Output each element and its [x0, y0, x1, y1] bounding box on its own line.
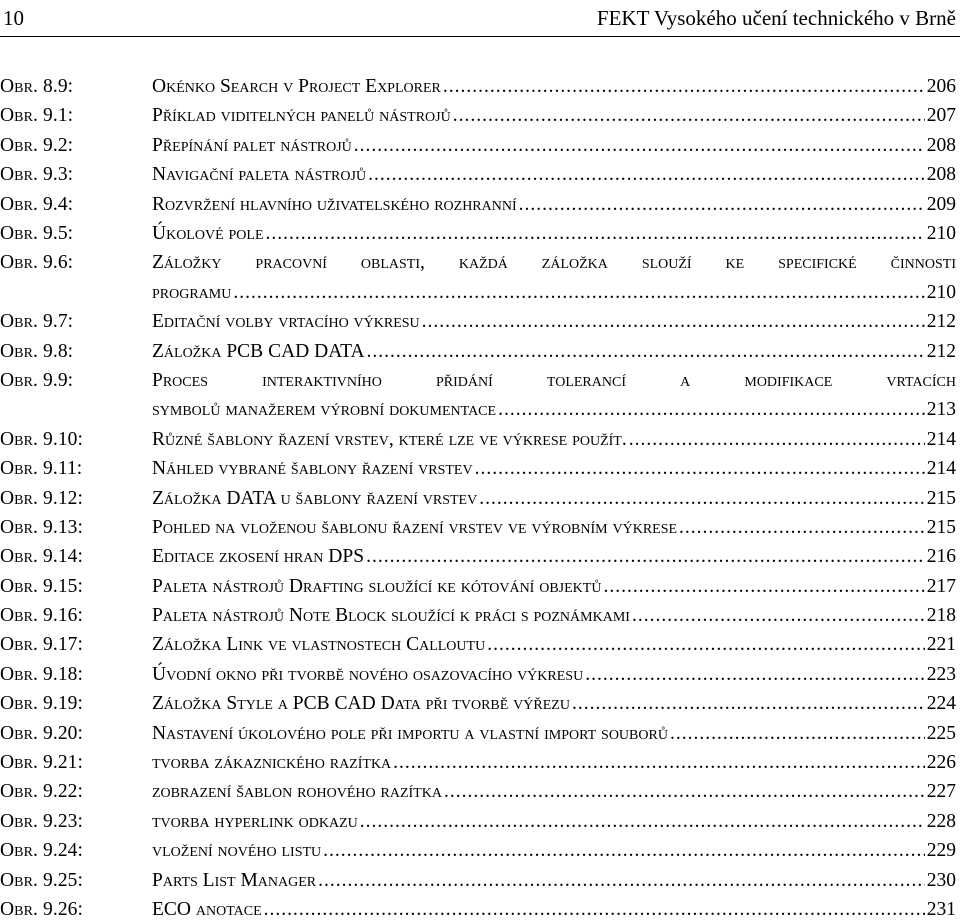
figure-label: Obr. 9.25:	[0, 869, 84, 891]
figure-title: Rozvržení hlavního uživatelského rozhranní	[152, 193, 517, 215]
page-ref: 212	[926, 340, 956, 362]
figure-title: Záložka PCB CAD DATA	[152, 340, 365, 362]
dot-leader	[498, 395, 925, 424]
dot-leader	[233, 278, 924, 307]
page-ref: 208	[926, 164, 956, 186]
dot-leader	[422, 307, 925, 336]
list-item	[0, 572, 960, 601]
figure-title: tvorba zákaznického razítka	[152, 752, 392, 774]
figure-title: Záložka Style a PCB CAD Data při tvorbě výřezu	[152, 693, 570, 715]
page-ref: 206	[926, 76, 956, 97]
list-item	[0, 131, 960, 160]
dot-leader	[585, 660, 925, 689]
figure-title: zobrazení šablon rohového razítka	[152, 781, 442, 803]
dot-leader	[393, 748, 925, 777]
list-item	[0, 630, 960, 659]
dot-leader	[572, 689, 925, 718]
list-item	[0, 689, 960, 718]
dot-leader	[487, 630, 925, 659]
figure-title: Proces interaktivního přidání tolerancí a modifikace vrtacích	[152, 369, 956, 391]
figure-label: Obr. 9.6:	[0, 252, 74, 274]
page-ref: 227	[926, 781, 956, 803]
figure-title: Paleta nástrojů Note Block sloužící k práci s poznámkami	[152, 605, 630, 627]
list-item	[0, 160, 960, 189]
figure-title: ECO anotace	[152, 898, 262, 920]
figure-label: Obr. 9.22:	[0, 781, 84, 803]
figure-label: Obr. 9.18:	[0, 663, 84, 685]
list-item	[0, 748, 960, 777]
figure-title: Nastavení úkolového pole při importu a vlastní import souborů	[152, 722, 668, 744]
figure-title: Přepínání palet nástrojů	[152, 134, 352, 156]
dot-leader	[679, 513, 925, 542]
figure-label: Obr. 9.11:	[0, 458, 83, 480]
dot-leader	[323, 836, 925, 865]
list-of-figures	[0, 72, 960, 924]
page-ref: 225	[926, 722, 956, 744]
figure-label: Obr. 9.21:	[0, 752, 84, 774]
dot-leader	[632, 601, 925, 630]
page-ref: 228	[926, 810, 956, 832]
figure-title-continuation: symbolů manažerem výrobní dokumentace	[152, 399, 497, 421]
figure-title: Úvodní okno při tvorbě nového osazovacího výkresu	[152, 663, 584, 685]
page-ref: 213	[926, 399, 956, 421]
list-item	[0, 513, 960, 542]
figure-label: Obr. 8.9:	[0, 76, 74, 97]
list-item	[0, 807, 960, 836]
figure-title: Navigační paleta nástrojů	[152, 164, 367, 186]
dot-leader	[629, 425, 925, 454]
figure-label: Obr. 9.15:	[0, 575, 84, 597]
page-header	[0, 0, 960, 37]
list-item	[0, 248, 960, 307]
list-item	[0, 777, 960, 806]
figure-label: Obr. 9.2:	[0, 134, 74, 156]
list-item	[0, 836, 960, 865]
dot-leader	[264, 895, 925, 924]
dot-leader	[479, 484, 925, 513]
figure-label: Obr. 9.5:	[0, 222, 74, 244]
figure-title: tvorba hyperlink odkazu	[152, 810, 358, 832]
dot-leader	[475, 454, 925, 483]
page-ref: 215	[926, 516, 956, 538]
page-ref: 215	[926, 487, 956, 509]
page-ref: 207	[926, 105, 956, 127]
list-item	[0, 337, 960, 366]
dot-leader	[603, 572, 924, 601]
figure-title: Náhled vybrané šablony řazení vrstev	[152, 458, 473, 480]
figure-label: Obr. 9.16:	[0, 605, 84, 627]
list-item	[0, 484, 960, 513]
figure-label: Obr. 9.14:	[0, 546, 84, 568]
dot-leader	[354, 131, 925, 160]
list-item	[0, 366, 960, 425]
figure-label: Obr. 9.24:	[0, 840, 84, 862]
page-ref: 218	[926, 605, 956, 627]
figure-title: Různé šablony řazení vrstev, které lze ve výkrese použít.	[152, 428, 627, 450]
dot-leader	[318, 866, 925, 895]
page-ref: 209	[926, 193, 956, 215]
list-item	[0, 72, 960, 101]
page-ref: 214	[926, 458, 956, 480]
figure-title: vložení nového listu	[152, 840, 322, 862]
dot-leader	[670, 719, 925, 748]
page-ref: 231	[926, 898, 956, 920]
figure-label: Obr. 9.10:	[0, 428, 84, 450]
page-ref: 208	[926, 134, 956, 156]
list-item	[0, 719, 960, 748]
running-title: FEKT Vysokého učení technického v Brně	[596, 6, 956, 30]
figure-title: Záložka Link ve vlastnostech Calloutu	[152, 634, 486, 656]
figure-label: Obr. 9.17:	[0, 634, 84, 656]
figure-title: Paleta nástrojů Drafting sloužící ke kótování objektů	[152, 575, 602, 597]
figure-title-continuation: programu	[152, 281, 232, 303]
page-ref: 230	[926, 869, 956, 891]
dot-leader	[444, 777, 925, 806]
list-item	[0, 601, 960, 630]
list-item	[0, 542, 960, 571]
list-item	[0, 307, 960, 336]
list-item	[0, 660, 960, 689]
figure-title: Okénko Search v Project Explorer	[152, 76, 441, 97]
figure-title: Příklad viditelných panelů nástrojů	[152, 105, 451, 127]
dot-leader	[443, 72, 925, 101]
figure-label: Obr. 9.12:	[0, 487, 84, 509]
figure-title: Úkolové pole	[152, 222, 264, 244]
page-ref: 216	[926, 546, 956, 568]
page-number: 10	[3, 6, 24, 30]
page-ref: 226	[926, 752, 956, 774]
dot-leader	[367, 337, 925, 366]
figure-title: Záložka DATA u šablony řazení vrstev	[152, 487, 478, 509]
list-item	[0, 425, 960, 454]
figure-label: Obr. 9.8:	[0, 340, 74, 362]
list-item	[0, 454, 960, 483]
dot-leader	[519, 190, 925, 219]
figure-title: Parts List Manager	[152, 869, 317, 891]
figure-label: Obr. 9.19:	[0, 693, 84, 715]
figure-title: Záložky pracovní oblasti, každá záložka slouží ke specifické činnosti	[152, 252, 956, 274]
dot-leader	[266, 219, 925, 248]
figure-title: Pohled na vloženou šablonu řazení vrstev ve výrobním výkrese	[152, 516, 678, 538]
figure-label: Obr. 9.7:	[0, 311, 74, 333]
figure-label: Obr. 9.9:	[0, 369, 74, 391]
list-item	[0, 190, 960, 219]
dot-leader	[366, 542, 925, 571]
figure-title: Editační volby vrtacího výkresu	[152, 311, 420, 333]
page-ref: 229	[926, 840, 956, 862]
page-ref: 210	[926, 281, 956, 303]
list-item	[0, 219, 960, 248]
page-ref: 224	[926, 693, 956, 715]
dot-leader	[368, 160, 925, 189]
list-item	[0, 101, 960, 130]
figure-label: Obr. 9.20:	[0, 722, 84, 744]
figure-label: Obr. 9.3:	[0, 164, 74, 186]
list-item	[0, 895, 960, 924]
page-ref: 223	[926, 663, 956, 685]
figure-label: Obr. 9.4:	[0, 193, 74, 215]
page-ref: 214	[926, 428, 956, 450]
figure-label: Obr. 9.23:	[0, 810, 84, 832]
figure-label: Obr. 9.1:	[0, 105, 74, 127]
figure-label: Obr. 9.26:	[0, 898, 84, 920]
page-ref: 212	[926, 311, 956, 333]
page-ref: 217	[926, 575, 956, 597]
list-item	[0, 866, 960, 895]
figure-title: Editace zkosení hran DPS	[152, 546, 365, 568]
figure-label: Obr. 9.13:	[0, 516, 84, 538]
dot-leader	[360, 807, 925, 836]
page-ref: 210	[926, 222, 956, 244]
page-ref: 221	[926, 634, 956, 656]
dot-leader	[453, 101, 925, 130]
